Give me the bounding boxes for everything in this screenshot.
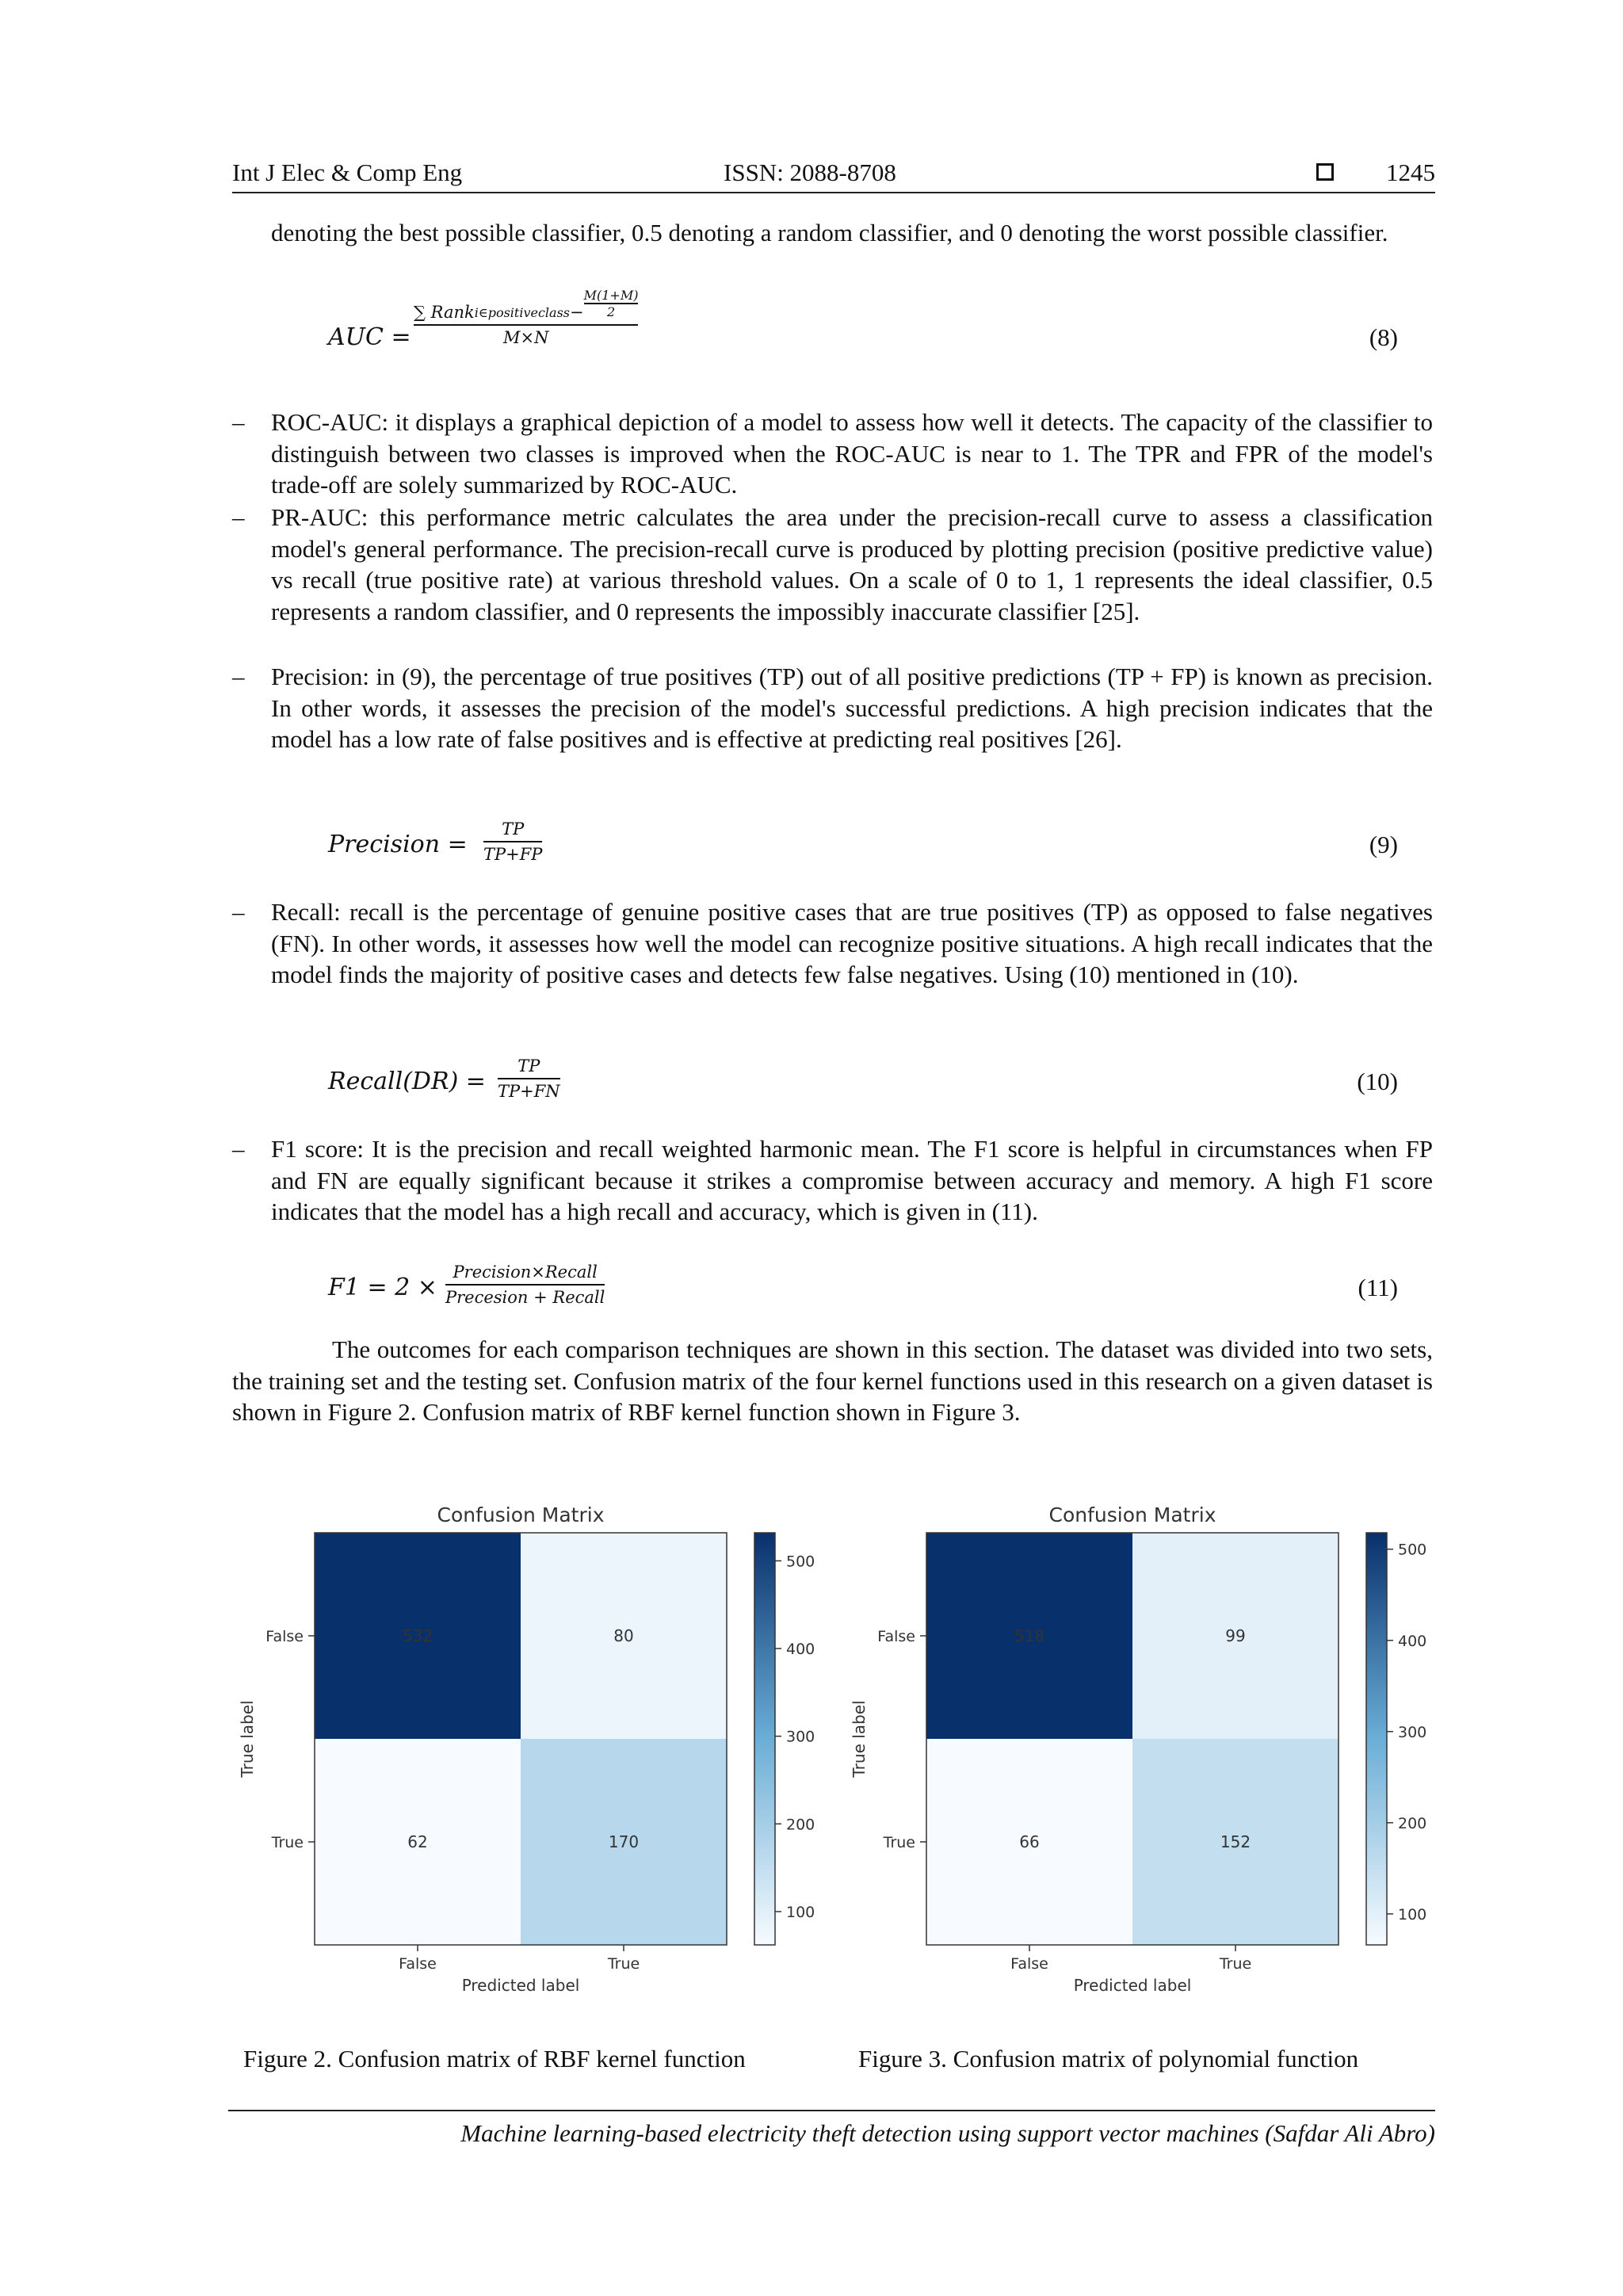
bullet-f1-score bbox=[232, 1133, 1433, 1228]
equation-8 bbox=[328, 288, 1398, 371]
bullet-precision bbox=[232, 661, 1433, 755]
eq8-denominator: M×N bbox=[502, 328, 549, 347]
y-tick-label: False bbox=[265, 1628, 304, 1645]
figure-2-confusion-matrix bbox=[206, 1479, 856, 2018]
eq9-denominator: TP+FP bbox=[483, 845, 543, 864]
figure-3-caption: Figure 3. Confusion matrix of polynomial function bbox=[858, 2045, 1359, 2073]
confusion-matrix-chart-polynomial bbox=[818, 1479, 1468, 2018]
cell-value-label: 99 bbox=[1225, 1626, 1246, 1645]
eq10-number: (10) bbox=[1357, 1068, 1398, 1095]
colorbar-tick-label: 300 bbox=[786, 1728, 815, 1746]
outcome-paragraph: The outcomes for each comparison techniques are shown in this section. The dataset was divided into two sets, the training set and the testing set. Confusion matrix of the four kernel functions used in this research on a given dataset is shown in Figure 2. Confusion matrix of RBF kernel function shown in Figure 3. bbox=[232, 1335, 1433, 1426]
eq10-lhs: Recall(DR) = bbox=[328, 1068, 486, 1095]
cell-value-label: 152 bbox=[1220, 1832, 1251, 1851]
colorbar bbox=[1366, 1533, 1387, 1945]
y-axis-label: True label bbox=[238, 1700, 257, 1778]
chart-title: Confusion Matrix bbox=[437, 1503, 605, 1526]
y-axis-label: True label bbox=[850, 1700, 869, 1778]
eq10-bar bbox=[498, 1078, 560, 1079]
eq8-inner-den: 2 bbox=[606, 304, 616, 319]
confusion-matrix-chart-rbf bbox=[206, 1479, 856, 2018]
running-header bbox=[232, 154, 1435, 193]
bullet-pr-auc bbox=[232, 502, 1433, 627]
eq8-sum: ∑ Rank bbox=[414, 303, 475, 322]
bullet-text: ROC-AUC: it displays a graphical depiction of a model to assess how well it detects. The capacity of the classifier to distinguish between two classes is improved when the ROC-AUC is near to 1. The TPR and FPR of the model's trade-off are solely summarized by ROC-AUC. bbox=[271, 408, 1433, 499]
cell-value-label: 62 bbox=[407, 1832, 428, 1851]
bullet-dash: – bbox=[232, 898, 245, 926]
equation-10 bbox=[328, 1052, 1398, 1115]
x-tick-label: True bbox=[607, 1955, 640, 1973]
bullet-dash: – bbox=[232, 1135, 245, 1163]
y-tick-label: True bbox=[271, 1834, 304, 1851]
cell-value-label: 80 bbox=[613, 1626, 634, 1645]
equation-9 bbox=[328, 815, 1398, 878]
eq10-fraction bbox=[498, 1056, 560, 1101]
eq8-fraction bbox=[414, 288, 639, 347]
y-tick-label: False bbox=[877, 1628, 915, 1645]
bullet-recall bbox=[232, 896, 1433, 991]
x-axis-label: Predicted label bbox=[461, 1976, 580, 1995]
eq9-bar bbox=[483, 841, 542, 842]
cell-value-label: 66 bbox=[1019, 1832, 1040, 1851]
eq9-lhs: Precision = bbox=[328, 831, 468, 858]
eq11-denominator: Precesion + Recall bbox=[445, 1288, 605, 1307]
eq8-numerator bbox=[414, 288, 639, 322]
eq8-minus: − bbox=[570, 303, 584, 322]
figure-3-confusion-matrix bbox=[818, 1479, 1468, 2018]
eq9-fraction bbox=[483, 819, 542, 864]
eq9-number: (9) bbox=[1369, 831, 1398, 858]
bullet-text: Recall: recall is the percentage of genuine positive cases that are true positives (TP) as opposed to false negatives (FN). In other words, it assesses how well the model can recognize positive situations. A high recall indicates that the model finds the majority of positive cases and detects few false negatives. Using (10) mentioned in (10). bbox=[271, 898, 1433, 988]
bullet-text: F1 score: It is the precision and recall weighted harmonic mean. The F1 score is helpful in circumstances when FP and FN are equally significant because it strikes a compromise between accuracy and memory. A high F1 score indicates that the model has a high recall and accuracy, which is given in (11). bbox=[271, 1135, 1433, 1225]
cell-value-label: 532 bbox=[402, 1626, 433, 1645]
issn: ISSN: 2088-8708 bbox=[724, 159, 896, 186]
eq11-bar bbox=[445, 1284, 605, 1286]
journal-name: Int J Elec & Comp Eng bbox=[232, 159, 463, 186]
eq11-fraction bbox=[445, 1263, 605, 1307]
bullet-dash: – bbox=[232, 408, 245, 436]
colorbar-tick-label: 200 bbox=[1398, 1814, 1427, 1832]
running-footer: Machine learning-based electricity theft detection using support vector machines (Safdar Ali Abro) bbox=[228, 2110, 1435, 2148]
eq10-denominator: TP+FN bbox=[498, 1082, 560, 1101]
x-axis-label: Predicted label bbox=[1073, 1976, 1192, 1995]
colorbar bbox=[754, 1533, 775, 1945]
colorbar-tick-label: 400 bbox=[1398, 1632, 1427, 1650]
eq11-number: (11) bbox=[1358, 1274, 1398, 1301]
eq11-numerator: Precision×Recall bbox=[453, 1263, 598, 1282]
page-number: 1245 bbox=[1386, 159, 1435, 186]
eq8-lhs: AUC = bbox=[328, 323, 411, 351]
chart-title: Confusion Matrix bbox=[1048, 1503, 1216, 1526]
eq8-subscript: i∈positiveclass bbox=[474, 304, 570, 320]
colorbar-tick-label: 100 bbox=[786, 1903, 815, 1921]
colorbar-tick-label: 300 bbox=[1398, 1723, 1427, 1741]
eq11-lhs: F1 = 2 × bbox=[328, 1274, 437, 1301]
x-tick-label: False bbox=[399, 1955, 437, 1973]
colorbar-tick-label: 200 bbox=[786, 1816, 815, 1834]
intro-paragraph: denoting the best possible classifier, 0.5 denoting a random classifier, and 0 denoting the worst possible classifier. bbox=[271, 219, 1388, 246]
bullet-text: PR-AUC: this performance metric calculates the area under the precision-recall curve to assess a classification model's general performance. The precision-recall curve is produced by plotting precision (positive predictive value) vs recall (true positive rate) at various threshold values. On a scale of 0 to 1, 1 represents the ideal classifier, 0.5 represents a random classifier, and 0 represents the impossibly inaccurate classifier [25]. bbox=[271, 503, 1433, 625]
colorbar-tick-label: 500 bbox=[786, 1553, 815, 1571]
x-tick-label: True bbox=[1219, 1955, 1252, 1973]
eq8-bar bbox=[414, 324, 638, 326]
bullet-dash: – bbox=[232, 663, 245, 690]
eq8-inner-num: M(1+M) bbox=[583, 288, 639, 303]
bullet-roc-auc bbox=[232, 407, 1433, 501]
eq8-inner-fraction bbox=[584, 288, 639, 319]
colorbar-tick-label: 400 bbox=[786, 1641, 815, 1659]
x-tick-label: False bbox=[1010, 1955, 1048, 1973]
cell-value-label: 518 bbox=[1014, 1626, 1045, 1645]
bullet-text: Precision: in (9), the percentage of true positives (TP) out of all positive predictions (TP + FP) is known as precision. In other words, it assesses the precision of the model's successful predictions. A high precision indicates that the model has a low rate of false positives and is effective at predicting real positives [26]. bbox=[271, 663, 1433, 753]
bullet-dash: – bbox=[232, 503, 245, 531]
colorbar-tick-label: 100 bbox=[1398, 1905, 1427, 1924]
figure-2-caption: Figure 2. Confusion matrix of RBF kernel function bbox=[243, 2045, 746, 2073]
colorbar-tick-label: 500 bbox=[1398, 1541, 1427, 1559]
eq10-numerator: TP bbox=[517, 1056, 540, 1075]
cell-value-label: 170 bbox=[608, 1832, 640, 1851]
y-tick-label: True bbox=[883, 1834, 915, 1851]
equation-11 bbox=[328, 1258, 1398, 1321]
eq9-numerator: TP bbox=[502, 819, 525, 839]
eq8-number: (8) bbox=[1369, 323, 1398, 351]
square-icon bbox=[1316, 163, 1334, 181]
